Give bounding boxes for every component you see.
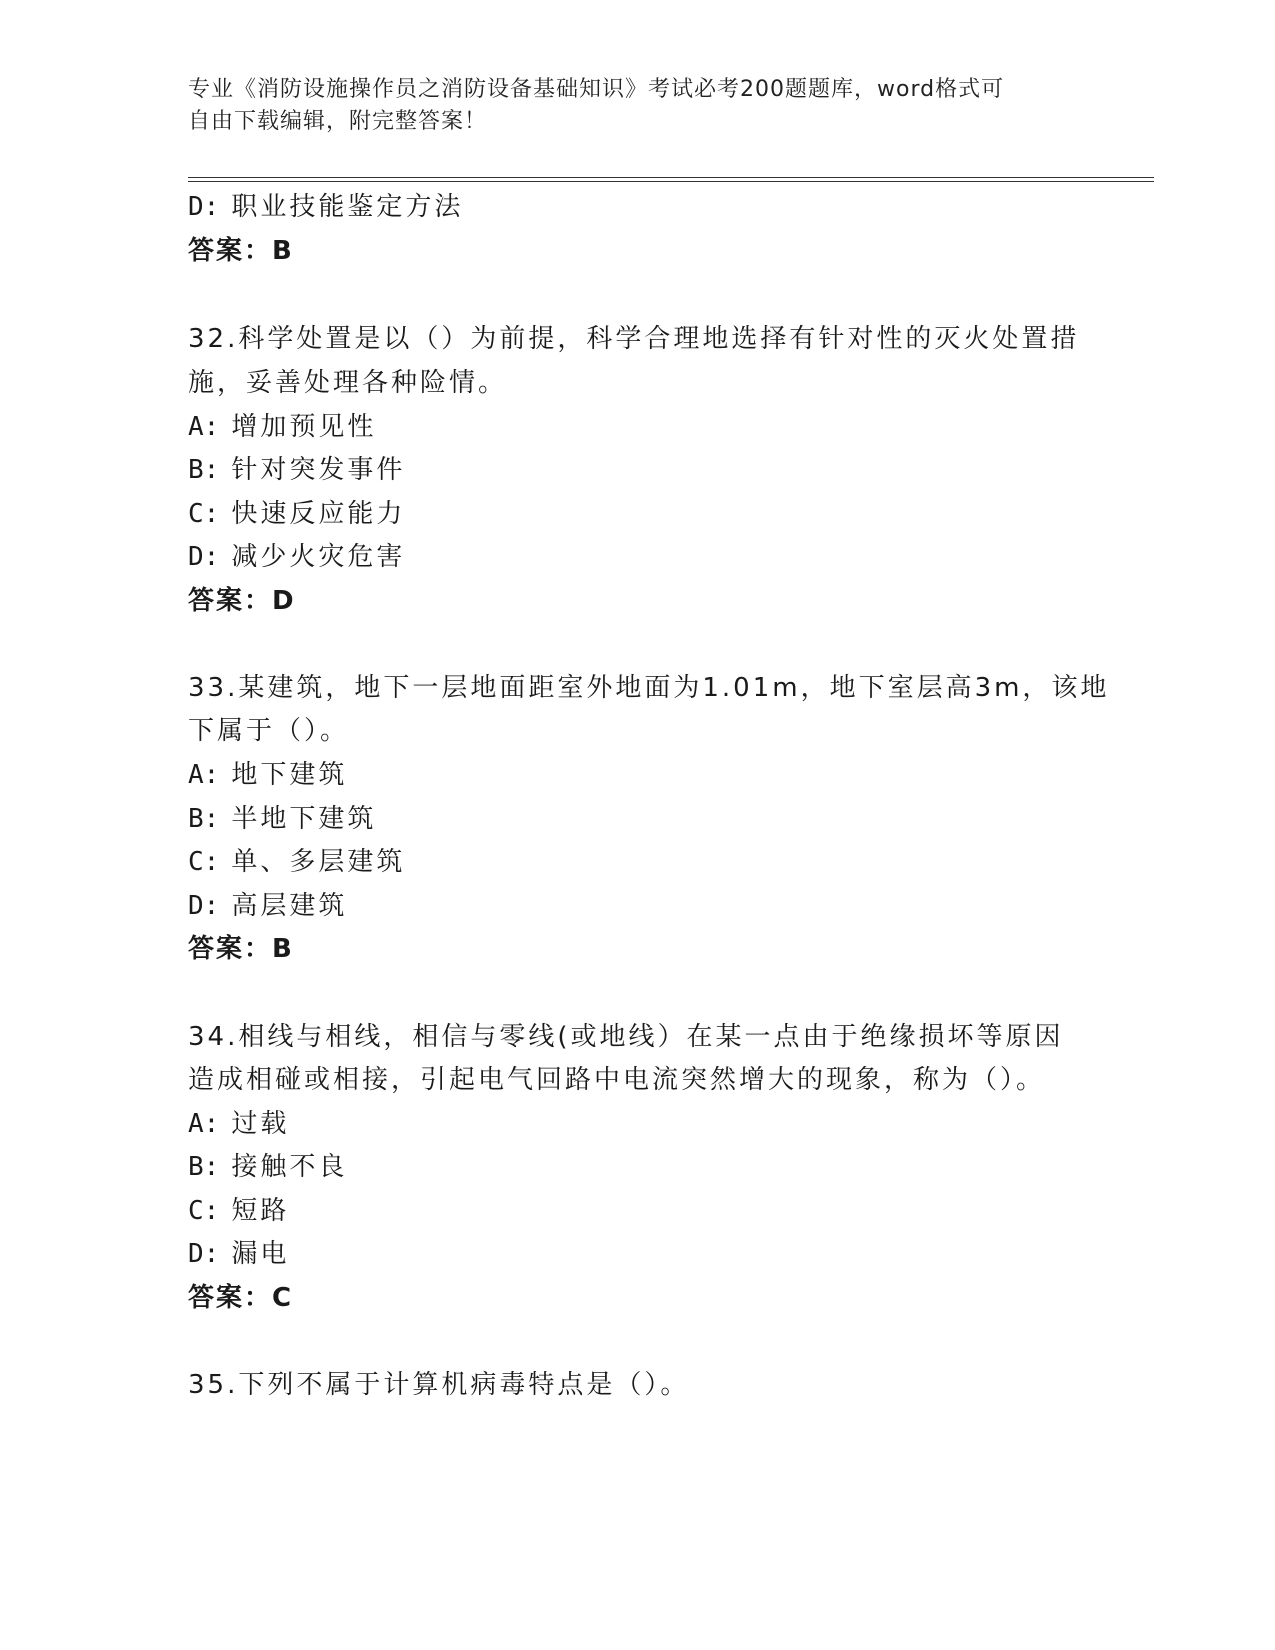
- option-text: 减少火灾危害: [231, 542, 406, 572]
- answer-line: 答案：D: [188, 586, 296, 616]
- option-a: [188, 754, 347, 791]
- header-line-2: 自由下载编辑，附完整答案！: [188, 109, 488, 134]
- option-text: 接触不良: [231, 1152, 348, 1182]
- option-d: [188, 536, 405, 573]
- option-a: [188, 1103, 289, 1140]
- document-header: [188, 74, 1068, 138]
- option-text: 半地下建筑: [231, 804, 377, 834]
- option-key: A:: [188, 760, 220, 790]
- question-stem-cont: 造成相碰或相接，引起电气回路中电流突然增大的现象，称为（）。: [188, 1065, 1046, 1095]
- option-text: 地下建筑: [231, 760, 348, 790]
- option-d: [188, 186, 463, 223]
- option-text: 职业技能鉴定方法: [231, 192, 464, 222]
- option-c: [188, 841, 405, 878]
- question-stem: 33.某建筑，地下一层地面距室外地面为1.01m，地下室层高3m，该地: [188, 673, 1110, 703]
- option-text: 增加预见性: [231, 412, 377, 442]
- option-c: [188, 1190, 289, 1227]
- answer-line: 答案：B: [188, 236, 294, 266]
- option-key: A:: [188, 1109, 220, 1139]
- option-a: [188, 406, 376, 443]
- question-stem-cont: 下属于（）。: [188, 716, 350, 746]
- option-key: B:: [188, 1152, 220, 1182]
- option-key: D:: [188, 891, 220, 921]
- option-text: 针对突发事件: [231, 455, 406, 485]
- option-text: 快速反应能力: [231, 499, 406, 529]
- answer-line: 答案：C: [188, 1283, 294, 1313]
- option-d: [188, 1233, 289, 1270]
- option-key: D:: [188, 542, 220, 572]
- answer-line: 答案：B: [188, 934, 294, 964]
- option-b: [188, 1146, 347, 1183]
- option-key: C:: [188, 847, 220, 877]
- option-key: C:: [188, 499, 220, 529]
- option-key: D:: [188, 192, 220, 222]
- option-key: B:: [188, 804, 220, 834]
- option-d: [188, 885, 347, 922]
- header-line-1: 专业《消防设施操作员之消防设备基础知识》考试必考200题题库，word格式可: [188, 77, 1005, 102]
- option-key: B:: [188, 455, 220, 485]
- option-b: [188, 798, 376, 835]
- option-b: [188, 449, 405, 486]
- option-key: C:: [188, 1196, 220, 1226]
- option-text: 单、多层建筑: [231, 847, 406, 877]
- option-text: 高层建筑: [231, 891, 348, 921]
- option-text: 漏电: [231, 1239, 290, 1269]
- option-key: D:: [188, 1239, 220, 1269]
- option-text: 过载: [231, 1109, 290, 1139]
- question-stem-cont: 施，妥善处理各种险情。: [188, 368, 508, 398]
- option-key: A:: [188, 412, 220, 442]
- option-text: 短路: [231, 1196, 290, 1226]
- header-divider: [188, 177, 1154, 182]
- question-stem: 35.下列不属于计算机病毒特点是（）。: [188, 1370, 690, 1400]
- question-stem: 34.相线与相线，相信与零线(或地线）在某一点由于绝缘损坏等原因: [188, 1022, 1064, 1052]
- option-c: [188, 493, 405, 530]
- question-stem: 32.科学处置是以（）为前提，科学合理地选择有针对性的灭火处置措: [188, 324, 1080, 354]
